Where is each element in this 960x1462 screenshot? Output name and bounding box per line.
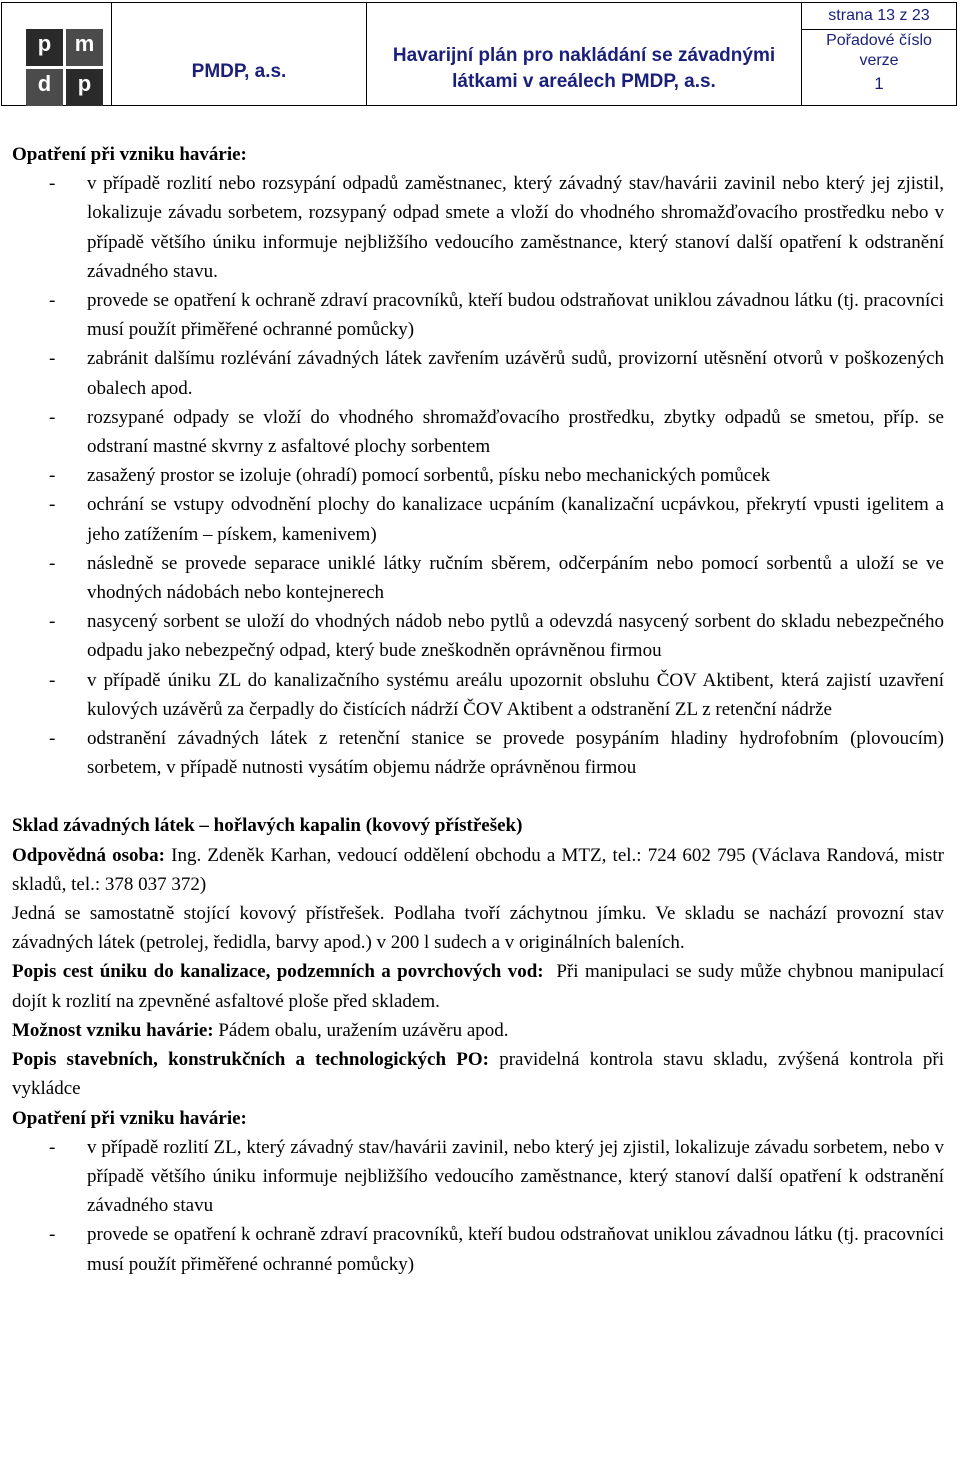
accident-possibility [12,1016,944,1045]
list-dash: - [49,348,56,370]
logo-letter-p: p [26,29,63,66]
list-dash: - [49,465,56,487]
po-description-text: pravidelná kontrola stavu skladu, zvýšená kontrola při vykládce [12,1049,944,1100]
logo-cell [2,3,112,105]
list-item [12,286,944,344]
list-dash: - [49,1136,56,1158]
leak-routes-label: Popis cest úniku do kanalizace, podzemních a povrchových vod: [12,961,544,983]
section-spacer [12,782,944,811]
po-description [12,1045,944,1103]
list-item-text: odstranění závadných látek z retenční stanice se provede posypáním hladiny hydrofobním (plovoucím) sorbetem, v případě nutnosti vysátím objemu nádrže oprávněnou firmou [87,728,944,779]
list-dash: - [49,611,56,633]
list-dash: - [49,728,56,750]
list-dash: - [49,1224,56,1246]
list-item-text: provede se opatření k ochraně zdraví pracovníků, kteří budou odstraňovat uniklou závadnou látku (tj. pracovníci musí použít přiměřené ochranné pomůcky) [87,1224,944,1275]
accident-possibility-text: Pádem obalu, uražením uzávěru apod. [218,1019,509,1041]
leak-routes [12,957,944,1015]
document-header [1,2,957,106]
section2-measures-heading: Opatření při vzniku havárie: [12,1107,247,1129]
section1-heading: Opatření při vzniku havárie: [12,144,247,165]
logo-letter-d: d [26,69,63,106]
list-item [12,490,944,548]
list-dash: - [49,406,56,428]
title-line-1: Havarijní plán pro nakládání se závadnými [392,45,776,66]
company-cell [112,3,367,105]
list-item [12,169,944,286]
list-item-text: zasažený prostor se izoluje (ohradí) pomocí sorbentů, písku nebo mechanických pomůcek [87,465,771,487]
list-dash: - [49,552,56,574]
list-item [12,461,944,490]
list-item-text: nasycený sorbent se uloží do vhodných nádob nebo pytlů a odevzdá nasycený sorbent do skladu nebezpečného odpadu jako nebezpečný odpad, který bude zneškodněn oprávněnou firmou [87,611,944,662]
order-number: 1 [874,74,884,93]
document-title [367,43,801,95]
list-item [12,549,944,607]
order-label [802,31,956,71]
list-dash: - [49,290,56,312]
list-item [12,607,944,665]
order-label-line-2: verze [859,52,899,69]
list-item-text: provede se opatření k ochraně zdraví pracovníků, kteří budou odstraňovat uniklou závadnou látku (tj. pracovníci musí použít přiměřené ochranné pomůcky) [87,290,944,341]
responsible-label: Odpovědná osoba: [12,844,165,866]
pmdp-logo [26,29,104,107]
list-item-text: následně se provede separace uniklé látky ručním sběrem, odčerpáním nebo pomocí sorbentů a uloží se ve vhodných nádobách nebo kontejnerech [87,552,944,604]
list-item-text: v případě úniku ZL do kanalizačního systému areálu upozornit obsluhu ČOV Aktibent, která zajistí uzavření kulových uzávěrů za čerpadly do čistících nádrží ČOV Aktibent a odstranění ZL z retenční nádrže [87,669,944,720]
company-name: PMDP, a.s. [191,61,287,82]
list-item-text: ochrání se vstupy odvodnění plochy do kanalizace ucpáním (kanalizační ucpávkou, překrytí vpusti igelitem a jeho zatížením – pískem, kamenivem) [87,494,944,545]
list-item [12,1220,944,1278]
list-item [12,1133,944,1221]
list-item [12,344,944,402]
leak-routes-text: Při manipulaci se sudy může chybnou manipulací dojít k rozlití na zpevněné asfaltové ploše před skladem. [12,961,945,1012]
section2-measures-list [12,1133,944,1279]
section2-heading: Sklad závadných látek – hořlavých kapalin (kovový přístřešek) [12,815,523,837]
section1-measures-list [12,169,944,782]
accident-possibility-label: Možnost vzniku havárie: [12,1019,214,1041]
list-dash: - [49,494,56,516]
list-item-text: rozsypané odpady se vloží do vhodného shromažďovacího prostředku, zbytky odpadů se smetou, příp. se odstraní mastné skvrny z asfaltové plochy sorbentem [87,406,944,458]
logo-letter-p2: p [66,69,103,106]
list-item [12,666,944,724]
logo-letter-m: m [66,29,103,66]
meta-cell [802,3,956,105]
list-item-text: v případě rozlití nebo rozsypání odpadů zaměstnanec, který závadný stav/havárii zavinil nebo který jej zjistil, lokalizuje závadu sorbetem, rozsypaný odpad smete a vloží do vhodného shromažďovacího prostředku nebo v případě většího úniku informuje nejbližšího vedoucího zaměstnance, který stanoví další opatření k odstranění závadného stavu. [87,173,944,282]
list-dash: - [49,669,56,691]
list-item-text: v případě rozlití ZL, který závadný stav/havárii zavinil, nebo který jej zjistil, lokalizuje závadu sorbetem, nebo v případě většího úniku informuje nejbližšího vedoucího zaměstnance, který stanoví další opatření k odstranění závadného stavu [87,1136,944,1217]
list-item [12,724,944,782]
title-line-2: látkami v areálech PMDP, a.s. [452,71,716,92]
responsible-text: Ing. Zdeněk Karhan, vedoucí oddělení obchodu a MTZ, tel.: 724 602 795 (Václava Randová, mistr skladů, tel.: 378 037 372) [12,844,945,895]
page-number: strana 13 z 23 [802,3,956,30]
storage-description: Jedná se samostatně stojící kovový přístřešek. Podlaha tvoří záchytnou jímku. Ve skladu se nachází provozní stav závadných látek (petrolej, ředidla, barvy apod.) v 200 l sudech a v originálních baleních. [12,903,944,954]
order-label-line-1: Pořadové číslo [826,32,932,49]
responsible-person [12,841,944,899]
list-dash: - [49,173,56,195]
document-body [12,140,944,1279]
list-item [12,403,944,461]
po-description-label: Popis stavebních, konstrukčních a technologických PO: [12,1049,489,1071]
title-cell [367,3,802,105]
list-item-text: zabránit dalšímu rozlévání závadných látek zavřením uzávěrů sudů, provizorní utěsnění otvorů v poškozených obalech apod. [87,348,944,399]
